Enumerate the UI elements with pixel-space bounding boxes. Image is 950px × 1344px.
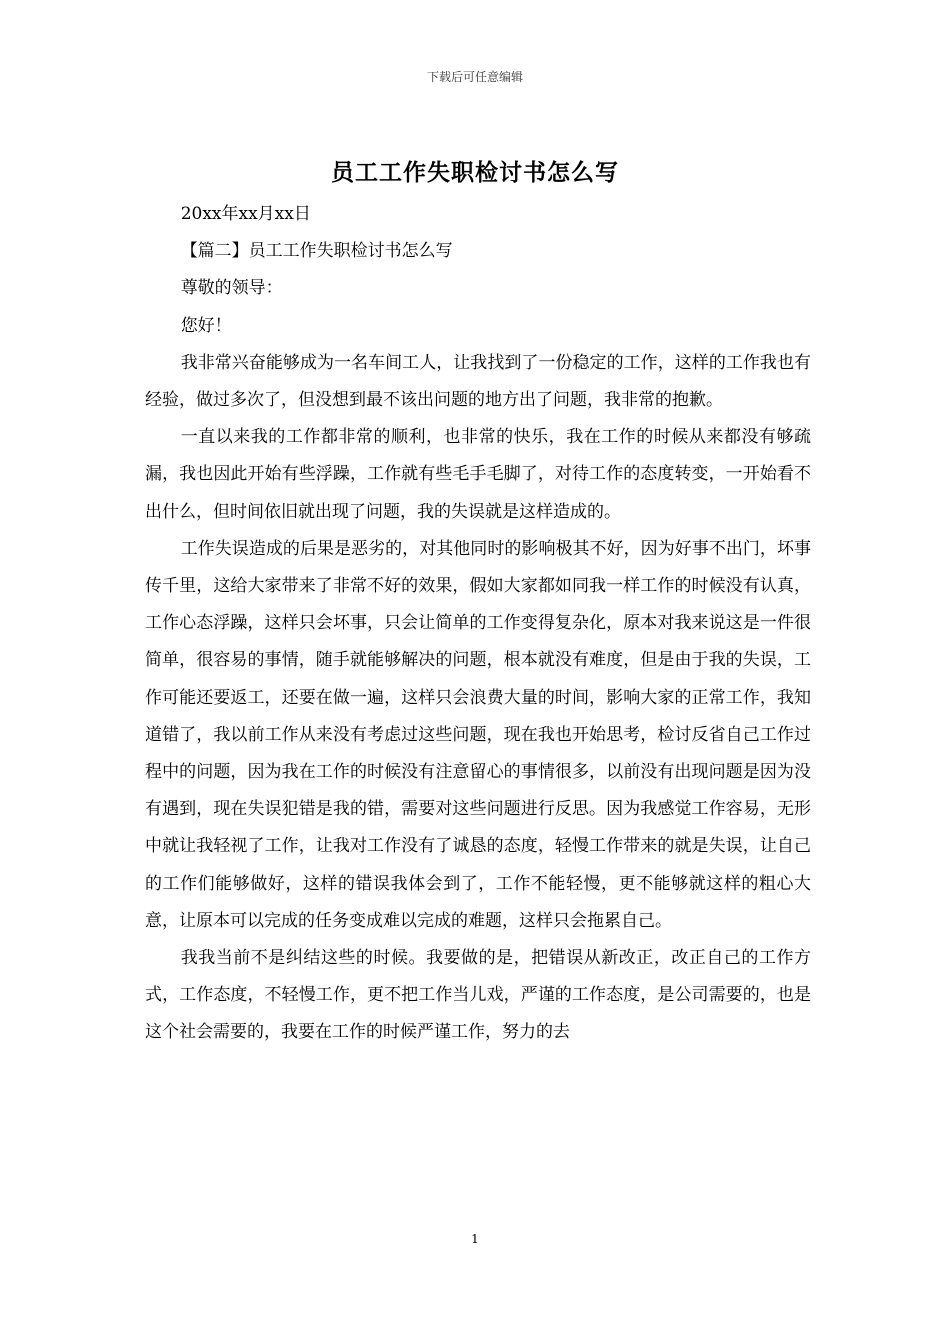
paragraph: 我我当前不是纠结这些的时候。我要做的是，把错误从新改正，改正自己的工作方式，工作态度，不轻慢工作，更不把工作当儿戏，严谨的工作态度，是公司需要的，也是这个社会需要的，我要在工作的时候严谨工作，努力的去 bbox=[145, 948, 811, 1043]
paragraph: 一直以来我的工作都非常的顺利，也非常的快乐，我在工作的时候从来都没有够疏漏，我也因此开始有些浮躁，工作就有些毛手毛脚了，对待工作的态度转变，一开始看不出什么，但时间依旧就出现了问题，我的失误就是这样造成的。 bbox=[145, 427, 811, 522]
salutation: 尊敬的领导： bbox=[180, 278, 283, 299]
document-body bbox=[145, 196, 811, 1052]
paragraph: 工作失误造成的后果是恶劣的，对其他同时的影响极其不好，因为好事不出门，坏事传千里，这给大家带来了非常不好的效果，假如大家都如同我一样工作的时候没有认真，工作心态浮躁，这样只会坏事，只会让简单的工作变得复杂化，原本对我来说这是一件很简单，很容易的事情，随手就能够解决的问题，根本就没有难度，但是由于我的失误，工作可能还要返工，还要在做一遍，这样只会浪费大量的时间，影响大家的正常工作，我知道错了，我以前工作从来没有考虑过这些问题，现在我也开始思考，检讨反省自己工作过程中的问题，因为我在工作的时候没有注意留心的事情很多，以前没有出现问题是因为没有遇到，现在失误犯错是我的错，需要对这些问题进行反思。因为我感觉工作容易，无形中就让我轻视了工作，让我对工作没有了诚恳的态度，轻慢工作带来的就是失误，让自己的工作们能够做好，这样的错误我体会到了，工作不能轻慢，更不能够就这样的粗心大意，让原本可以完成的任务变成难以完成的难题，这样只会拖累自己。 bbox=[145, 538, 811, 931]
document-title: 员工工作失职检讨书怎么写 bbox=[331, 159, 619, 186]
section-heading: 【篇二】员工工作失职检讨书怎么写 bbox=[180, 241, 453, 262]
paragraph: 我非常兴奋能够成为一名车间工人，让我找到了一份稳定的工作，这样的工作我也有经验，做过多次了，但没想到最不该出问题的地方出了问题，我非常的抱歉。 bbox=[145, 352, 811, 411]
download-note: 下载后可任意编辑 bbox=[426, 70, 523, 84]
date-line: 20xx年xx月xx日 bbox=[180, 204, 311, 224]
page-number: 1 bbox=[471, 1232, 479, 1246]
greeting: 您好！ bbox=[180, 315, 232, 336]
